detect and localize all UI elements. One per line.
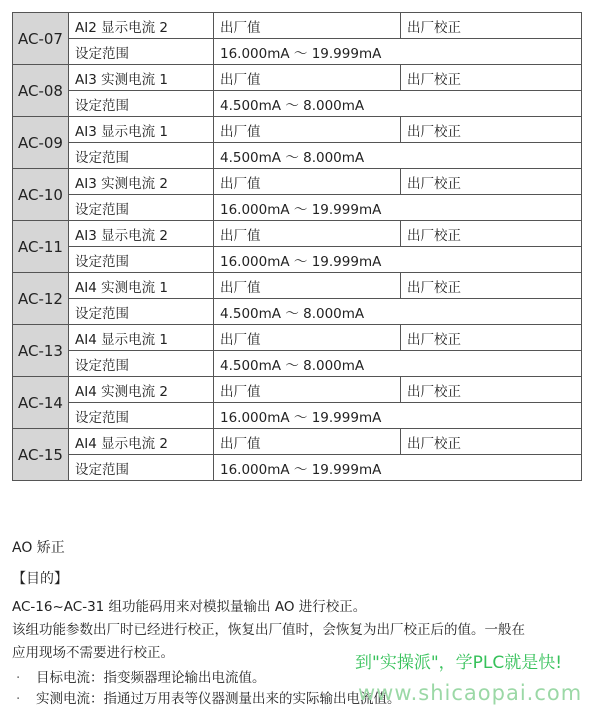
table-row [13,403,582,429]
table-row [13,39,582,65]
table-row [13,325,582,351]
param-name: AI4 显示电流 2 [69,429,214,455]
factory-value: 出厂校正 [401,377,582,403]
param-name: AI3 显示电流 1 [69,117,214,143]
param-code: AC-08 [13,65,69,117]
table-row [13,117,582,143]
table-row [13,195,582,221]
table-row [13,273,582,299]
factory-value: 出厂校正 [401,13,582,39]
factory-value-label: 出厂值 [214,65,401,91]
table-row [13,91,582,117]
list-item-measured-current: · 实测电流：指通过万用表等仪器测量出来的实际输出电流值。 [36,689,401,710]
range-label: 设定范围 [69,143,214,169]
watermark-url: www.shicaopai.com [358,681,583,705]
table-row [13,247,582,273]
table-row [13,299,582,325]
param-code: AC-12 [13,273,69,325]
param-name: AI3 实测电流 2 [69,169,214,195]
factory-value-label: 出厂值 [214,377,401,403]
range-value: 16.000mA ～ 19.999mA [214,403,582,429]
param-code: AC-13 [13,325,69,377]
factory-value: 出厂校正 [401,429,582,455]
watermark-slogan: 到"实操派"，学PLC就是快! [355,653,563,673]
range-value: 4.500mA ～ 8.000mA [214,91,582,117]
factory-value-label: 出厂值 [214,429,401,455]
factory-value-label: 出厂值 [214,13,401,39]
factory-value-label: 出厂值 [214,273,401,299]
range-label: 设定范围 [69,299,214,325]
definition-list [36,668,401,710]
range-value: 4.500mA ～ 8.000mA [214,143,582,169]
param-name: AI4 显示电流 1 [69,325,214,351]
range-label: 设定范围 [69,351,214,377]
purpose-heading: 【目的】 [12,571,68,587]
range-value: 16.000mA ～ 19.999mA [214,455,582,481]
param-code: AC-11 [13,221,69,273]
range-label: 设定范围 [69,455,214,481]
table-row [13,455,582,481]
table-row [13,221,582,247]
factory-value: 出厂校正 [401,273,582,299]
param-code: AC-10 [13,169,69,221]
range-label: 设定范围 [69,195,214,221]
factory-value-label: 出厂值 [214,169,401,195]
param-code: AC-07 [13,13,69,65]
paragraph-1: AC-16~AC-31 组功能码用来对模拟量输出 AO 进行校正。 [12,599,367,615]
factory-value-label: 出厂值 [214,221,401,247]
factory-value: 出厂校正 [401,221,582,247]
range-value: 16.000mA ～ 19.999mA [214,39,582,65]
range-label: 设定范围 [69,91,214,117]
list-item-target-current: · 目标电流：指变频器理论输出电流值。 [36,668,401,689]
param-name: AI4 实测电流 2 [69,377,214,403]
table-row [13,351,582,377]
factory-value: 出厂校正 [401,325,582,351]
parameter-table [12,12,582,481]
table-row [13,429,582,455]
section-title: AO 矫正 [12,540,65,556]
param-name: AI3 实测电流 1 [69,65,214,91]
table-row [13,377,582,403]
param-code: AC-09 [13,117,69,169]
factory-value: 出厂校正 [401,169,582,195]
range-value: 4.500mA ～ 8.000mA [214,351,582,377]
factory-value-label: 出厂值 [214,325,401,351]
param-code: AC-15 [13,429,69,481]
param-code: AC-14 [13,377,69,429]
range-label: 设定范围 [69,403,214,429]
table-row [13,169,582,195]
param-name: AI2 显示电流 2 [69,13,214,39]
table-row [13,65,582,91]
factory-value: 出厂校正 [401,117,582,143]
paragraph-2-line-1: 该组功能参数出厂时已经进行校正，恢复出厂值时，会恢复为出厂校正后的值。一般在 [12,622,525,638]
paragraph-2-line-2: 应用现场不需要进行校正。 [12,645,174,661]
table-row [13,143,582,169]
param-name: AI4 实测电流 1 [69,273,214,299]
table-row [13,13,582,39]
range-label: 设定范围 [69,39,214,65]
factory-value-label: 出厂值 [214,117,401,143]
range-label: 设定范围 [69,247,214,273]
factory-value: 出厂校正 [401,65,582,91]
range-value: 4.500mA ～ 8.000mA [214,299,582,325]
param-name: AI3 显示电流 2 [69,221,214,247]
range-value: 16.000mA ～ 19.999mA [214,247,582,273]
range-value: 16.000mA ～ 19.999mA [214,195,582,221]
